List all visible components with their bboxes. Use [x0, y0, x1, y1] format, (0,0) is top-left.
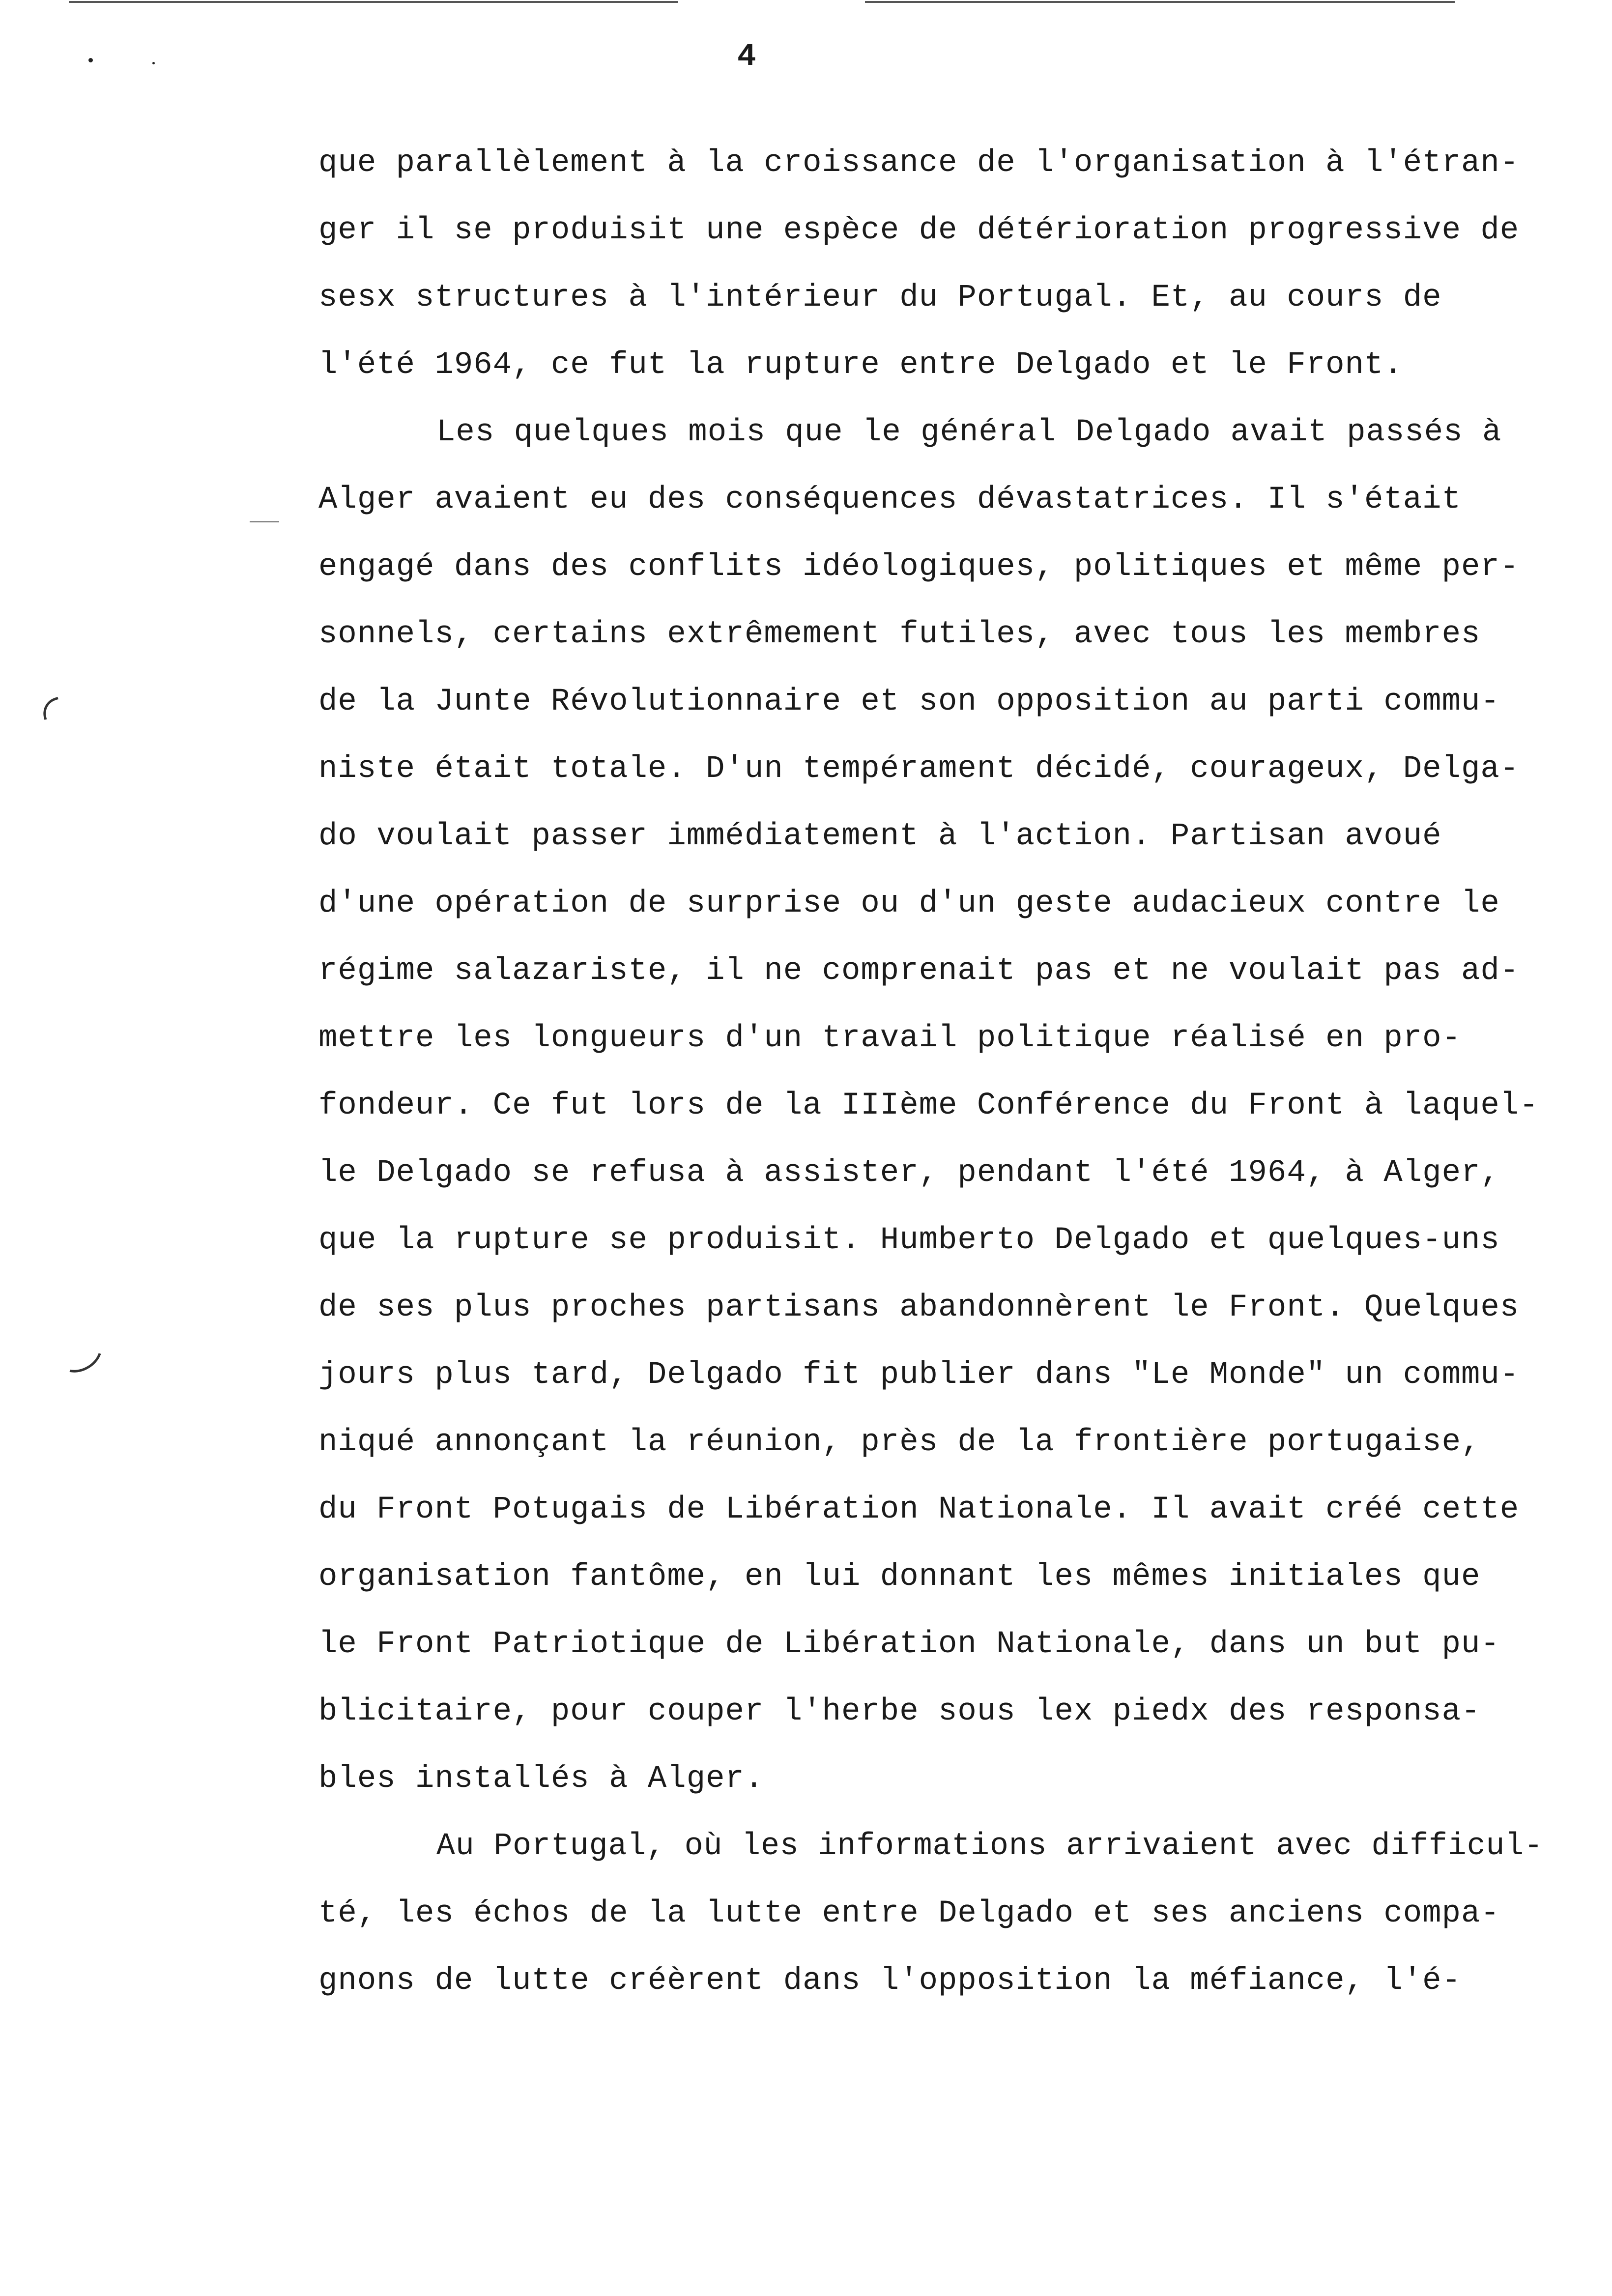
text-line: mettre les longueurs d'un travail politique réalisé en pro-	[318, 1021, 1461, 1056]
text-line: blicitaire, pour couper l'herbe sous lex piedx des responsa-	[318, 1694, 1481, 1729]
text-line: l'été 1964, ce fut la rupture entre Delgado et le Front.	[318, 347, 1403, 383]
text-line: ger il se produisit une espèce de détérioration progressive de	[318, 213, 1520, 248]
text-line: le Delgado se refusa à assister, pendant l'été 1964, à Alger,	[318, 1155, 1500, 1191]
text-line: le Front Patriotique de Libération Nationale, dans un but pu-	[318, 1627, 1500, 1662]
text-line: té, les échos de la lutte entre Delgado et ses anciens compa-	[318, 1896, 1500, 1931]
scan-top-rule-right	[865, 1, 1455, 3]
text-line: que la rupture se produisit. Humberto Delgado et quelques-uns	[318, 1223, 1500, 1258]
text-line: Les quelques mois que le général Delgado avait passés à	[436, 415, 1502, 450]
text-line: de la Junte Révolutionnaire et son opposition au parti commu-	[318, 684, 1500, 719]
text-line: du Front Potugais de Libération Nationale. Il avait créé cette	[318, 1492, 1520, 1527]
text-line: organisation fantôme, en lui donnant les mêmes initiales que	[318, 1559, 1481, 1595]
text-line: que parallèlement à la croissance de l'organisation à l'étran-	[318, 145, 1520, 181]
text-line: engagé dans des conflits idéologiques, politiques et même per-	[318, 549, 1520, 585]
text-line: régime salazariste, il ne comprenait pas et ne voulait pas ad-	[318, 953, 1520, 989]
text-line: gnons de lutte créèrent dans l'opposition la méfiance, l'é-	[318, 1963, 1461, 1999]
text-line: niste était totale. D'un tempérament décidé, courageux, Delga-	[318, 751, 1520, 787]
scan-mark	[88, 58, 93, 62]
text-line: Au Portugal, où les informations arrivaient avec difficul-	[436, 1829, 1543, 1864]
hole-punch-mark	[36, 688, 98, 746]
margin-mark	[250, 521, 279, 522]
text-line: do voulait passer immédiatement à l'action. Partisan avoué	[318, 819, 1442, 854]
text-line: sesx structures à l'intérieur du Portugal. Et, au cours de	[318, 280, 1442, 316]
text-line: bles installés à Alger.	[318, 1761, 764, 1797]
page-number: 4	[737, 39, 756, 75]
scan-mark	[152, 62, 155, 64]
text-line: de ses plus proches partisans abandonnèrent le Front. Quelques	[318, 1290, 1520, 1325]
text-line: fondeur. Ce fut lors de la IIIème Conférence du Front à laquel-	[318, 1088, 1539, 1123]
hole-punch-mark	[48, 1322, 110, 1380]
text-line: niqué annonçant la réunion, près de la frontière portugaise,	[318, 1425, 1481, 1460]
scan-top-rule	[69, 1, 678, 3]
text-line: d'une opération de surprise ou d'un geste audacieux contre le	[318, 886, 1500, 921]
text-line: jours plus tard, Delgado fit publier dans "Le Monde" un commu-	[318, 1357, 1520, 1393]
text-line: Alger avaient eu des conséquences dévastatrices. Il s'était	[318, 482, 1461, 517]
text-line: sonnels, certains extrêmement futiles, avec tous les membres	[318, 617, 1481, 652]
